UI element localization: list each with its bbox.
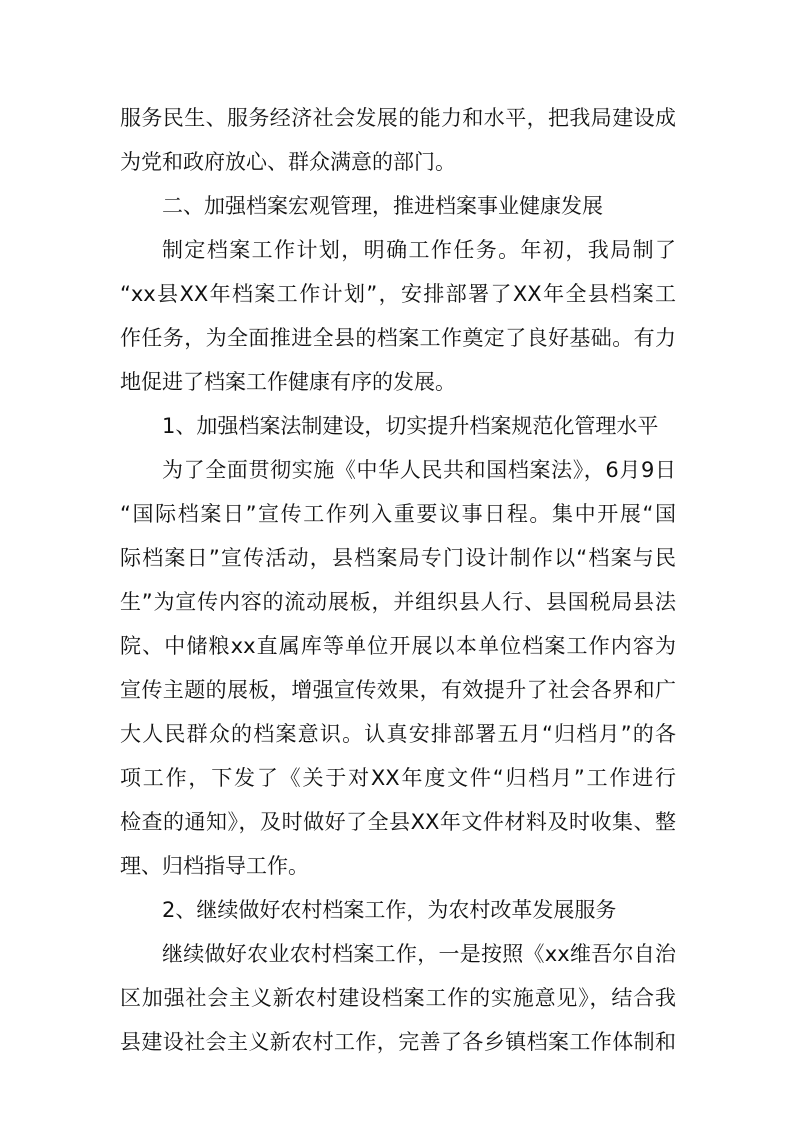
text-line: 项工作，下发了《关于对XX年度文件“归档月”工作进行 [120,766,676,790]
text-line: 县建设社会主义新农村工作，完善了各乡镇档案工作体制和 [120,1030,676,1054]
text-line: “xx县XX年档案工作计划”，安排部署了XX年全县档案工 [120,282,676,306]
text-line: 继续做好农业农村档案工作，一是按照《xx维吾尔自治 [162,942,676,966]
text-line: 二、加强档案宏观管理，推进档案事业健康发展 [162,194,603,218]
text-line: 生”为宣传内容的流动展板，并组织县人行、县国税局县法 [120,590,676,614]
text-line: 地促进了档案工作健康有序的发展。 [120,370,456,394]
text-line: 检查的通知》，及时做好了全县XX年文件材料及时收集、整 [120,810,676,834]
text-line: 2、继续做好农村档案工作，为农村改革发展服务 [162,898,617,922]
text-line: 1、加强档案法制建设，切实提升档案规范化管理水平 [162,414,659,438]
text-line: 为党和政府放心、群众满意的部门。 [120,150,456,174]
text-line: 为了全面贯彻实施《中华人民共和国档案法》，6月9日 [162,458,676,482]
text-line: 大人民群众的档案意识。认真安排部署五月“归档月”的各 [120,722,676,746]
document-body [120,96,676,1064]
text-line: 制定档案工作计划，明确工作任务。年初，我局制了 [162,238,676,262]
text-line: 院、中储粮xx直属库等单位开展以本单位档案工作内容为 [120,634,676,658]
text-line: 服务民生、服务经济社会发展的能力和水平，把我局建设成 [120,106,676,130]
text-line: 理、归档指导工作。 [120,854,309,878]
text-line: 宣传主题的展板，增强宣传效果，有效提升了社会各界和广 [120,678,676,702]
text-line: “国际档案日”宣传工作列入重要议事日程。集中开展“国 [120,502,676,526]
text-line: 区加强社会主义新农村建设档案工作的实施意见》，结合我 [120,986,676,1010]
text-line: 作任务，为全面推进全县的档案工作奠定了良好基础。有力 [120,326,676,350]
text-line: 际档案日”宣传活动，县档案局专门设计制作以“档案与民 [120,546,676,570]
